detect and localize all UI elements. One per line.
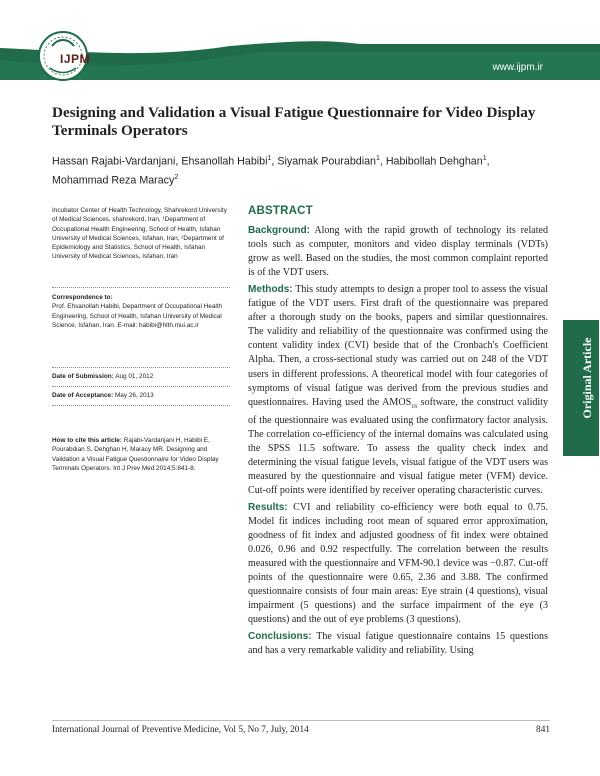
citation-text: Rajabi-Vardanjani H, Habibi E, Pourabdian S, Dehghan H, Maracy MR. Designing and Validation a Visual Fatigue Questionnaire for Video Display Terminals Operators. Int J Prev Med 2014;5:841-8.	[52, 437, 219, 472]
conclusions-label: Conclusions:	[248, 631, 312, 643]
divider	[52, 405, 230, 406]
author-affiliation-marker: 1	[482, 155, 487, 162]
correspondence-label: Correspondence to:	[52, 294, 113, 301]
affiliation-block	[52, 206, 232, 262]
methods-subscript: 16	[411, 403, 418, 410]
background-text: Along with the rapid growth of technology its related tools such as computer, monitors and video display terminals (VDTs) grow as well. Based on the studies, the most common complaint reported is of the VDT users.	[248, 225, 548, 279]
article-type-ribbon	[563, 320, 599, 456]
footer-journal: International Journal of Preventive Medicine, Vol 5, No 7, July, 2014	[52, 725, 309, 735]
divider	[52, 367, 230, 368]
divider	[52, 287, 230, 288]
author-separator: ,	[271, 155, 278, 168]
author-name: Mohammad Reza Maracy	[52, 174, 175, 187]
methods-text-a: This study attempts to design a proper tool to assess the visual fatigue of the VDT users. First draft of the questionnaire was prepared after a thorough study on the books, papers and similar questionnaires. The validity and reliability of the questionnaire was confirmed using the content validity index (CVI) beside that of the Cronbach's Coefficient Alpha. Then, a cross-sectional study was carried out on 248 of the VDT users in different professions. A theoretical model with four categories of symptoms of visual fatigue was derived from the previous studies and questionnaires. Having used the AMOS	[248, 284, 548, 408]
abstract-background	[248, 224, 548, 280]
author-name: Ehsanollah Habibi	[181, 155, 268, 168]
article-title: Designing and Validation a Visual Fatigue Questionnaire for Video Display Terminals Operators	[52, 104, 536, 139]
acceptance-value: May 26, 2013	[114, 392, 154, 399]
abstract-conclusions	[248, 630, 548, 658]
author-affiliation-marker: 1	[375, 155, 380, 162]
submission-date	[52, 372, 232, 381]
footer-divider	[52, 720, 550, 721]
author-separator: ,	[379, 155, 386, 168]
acceptance-label: Date of Acceptance:	[52, 392, 114, 399]
acceptance-date	[52, 391, 232, 400]
submission-value: Aug 01, 2012	[115, 373, 154, 380]
author-list	[52, 151, 542, 188]
abstract	[248, 204, 548, 661]
citation-label: How to cite this article:	[52, 437, 122, 444]
correspondence-block	[52, 293, 232, 330]
results-label: Results:	[248, 501, 288, 513]
footer-page-number: 841	[536, 725, 550, 735]
author-separator: ,	[486, 155, 490, 168]
author-affiliation-marker: 2	[174, 173, 179, 181]
site-url-link[interactable]: www.ijpm.ir	[492, 62, 543, 73]
author-name: Habibollah Dehghan	[385, 155, 483, 168]
article-type-label: Original Article	[580, 337, 594, 419]
results-text: CVI and reliability co-efficiency were both equal to 0.75. Model fit indices including root mean of squared error approximation, goodness of fit index and adjusted goodness of fit index were obtained 0.026, 0.96 and 0.92 respectfully. The correlation between the results measured with the questionnaire and VFM-90.1 device was −0.87. Cut-off points of the questionnaire were 0.65, 2.36 and 3.88. The confirmed questionnaire consists of four main areas: Eye strain (4 questions), visual impairment (5 questions) and the surface impairment of the eye (3 questions) and the out of eye problems (3 questions).	[248, 501, 548, 626]
correspondence-text: Prof. Ehsanollah Habibi, Department of Occupational Health Engineering, School of Health, Isfahan University of Medical Science, Isfahan, Iran. E-mail: habibi@hlth.mui.ac.ir	[52, 303, 223, 329]
author-affiliation-marker: 1	[267, 155, 272, 162]
submission-label: Date of Submission:	[52, 373, 114, 380]
affiliation-text: Incubator Center of Health Technology, Shahrekord University of Medical Sciences, shahrekord, Iran, ¹Department of Occupational Health Engineering, School of Health, Isfahan University of Medical Sciences, Isfahan, Iran, ²Department of Epidemiology and Statistics, School of Health, Isfahan University of Medical Sciences, Isfahan, Iran	[52, 207, 227, 261]
journal-logo-text: IJPM	[60, 52, 91, 66]
methods-text-b: software, the construct validity of the questionnaire was evaluated using the confirmatory factor analysis. The correlation co-efficiency of the internal domains was calculated using the SPSS 11.5 software. To assess the quality check index and determining the visual fatigue levels, visual fatigue of the VDT users was measured by the questionnaire and visual fatigue meter (VFM) device. Cut-off points were identified by receiver operating characteristic curves.	[248, 396, 548, 496]
abstract-methods	[248, 283, 548, 498]
methods-label: Methods:	[248, 284, 293, 296]
conclusions-text: The visual fatigue questionnaire contains 15 questions and has a very remarkable validity and reliability. Using	[248, 631, 548, 657]
abstract-results	[248, 501, 548, 627]
author-name: Siyamak Pourabdian	[277, 155, 376, 168]
background-label: Background:	[248, 225, 310, 237]
author-name: Hassan Rajabi-Vardanjani,	[52, 155, 179, 168]
abstract-heading: ABSTRACT	[248, 205, 313, 217]
divider	[52, 386, 230, 387]
citation-block	[52, 436, 232, 473]
